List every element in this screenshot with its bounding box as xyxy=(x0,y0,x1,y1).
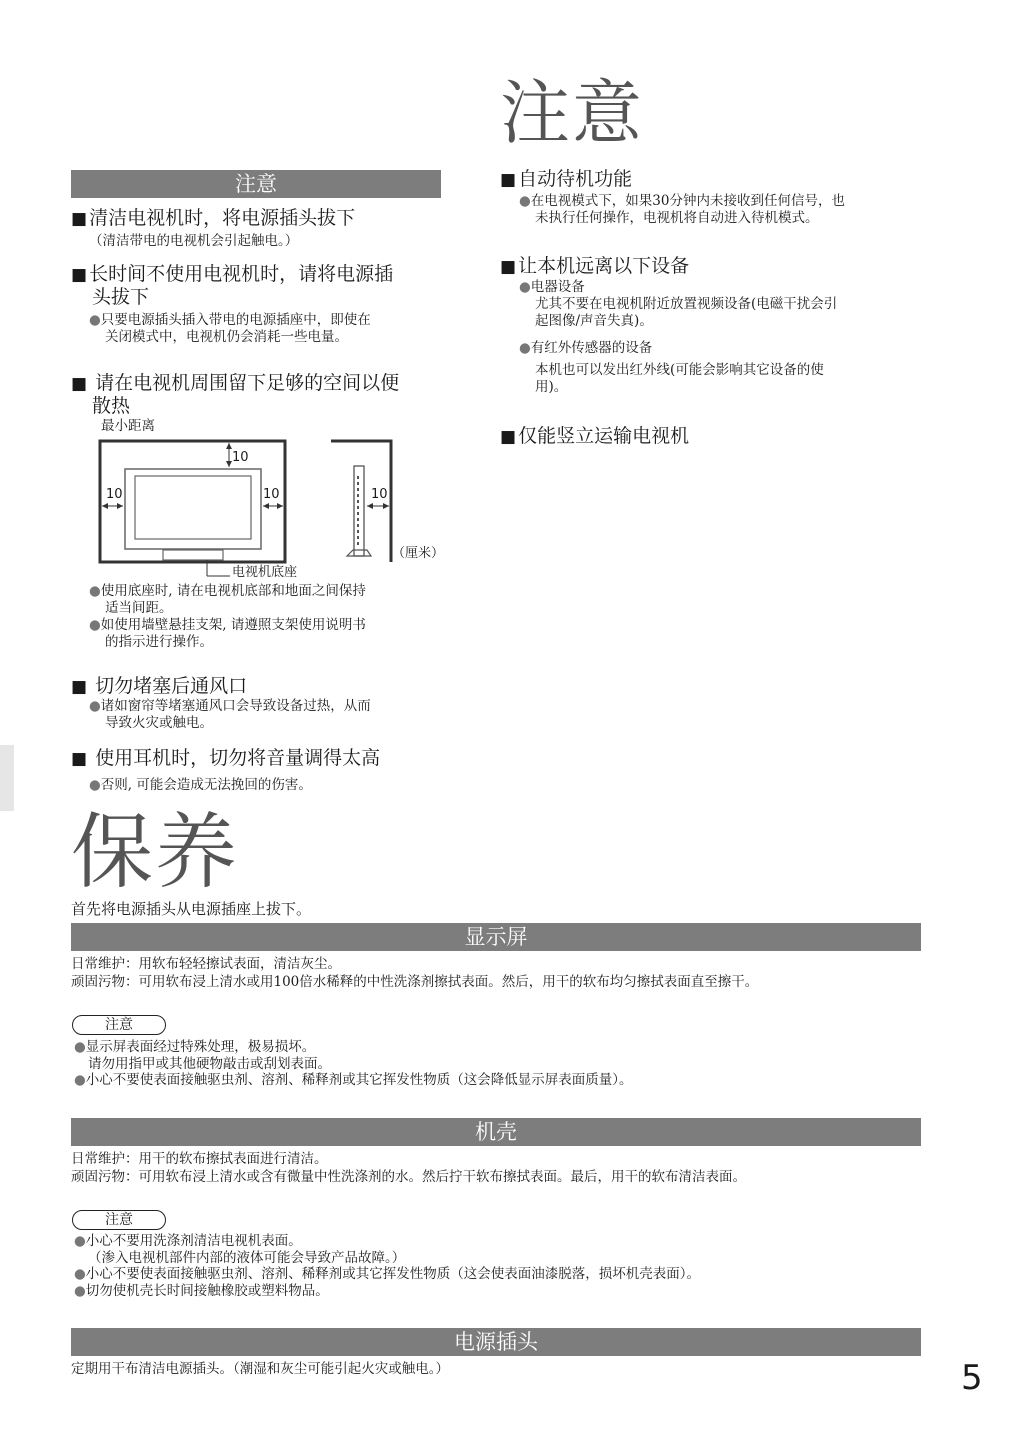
dim-side: 10 xyxy=(371,487,388,502)
dim-right: 10 xyxy=(263,487,280,502)
text-ir-devices: 本机也可以发出红外线(可能会影响其它设备的使 用)。 xyxy=(535,362,824,395)
plug-care: 定期用干布清洁电源插头。（潮湿和灰尘可能引起火灾或触电。） xyxy=(71,1361,449,1377)
tv-stand xyxy=(163,550,223,560)
bullet-stand-spacing: ●使用底座时, 请在电视机底部和地面之间保持 适当间距。 xyxy=(89,583,366,616)
heading-long-unused: ■ 长时间不使用电视机时，请将电源插 xyxy=(71,263,394,285)
heading-clean-unplug: ■ 清洁电视机时，将电源插头拔下 xyxy=(71,207,356,229)
cabinet-caution-2: ●小心不要使表面接触驱虫剂、溶剂、稀释剂或其它挥发性物质（这会使表面油漆脱落，损坏机壳表面）。 xyxy=(74,1266,701,1282)
display-caution-label: 注意 xyxy=(72,1015,166,1035)
heading-upright-transport: ■ 仅能竖立运输电视机 xyxy=(500,425,690,447)
cabinet-caution-label: 注意 xyxy=(72,1210,166,1230)
label-min-distance: 最小距离 xyxy=(101,418,155,434)
bullet-standby-power: ●只要电源插头插入带电的电源插座中，即使在 关闭模式中，电视机仍会消耗一些电量。 xyxy=(89,312,371,345)
front-wall-frame xyxy=(100,441,285,562)
cabinet-caution-1: ●小心不要用洗涤剂清洁电视机表面。 （渗入电视机部件内部的液体可能会导致产品故障。） xyxy=(74,1233,406,1266)
dim-left: 10 xyxy=(106,487,123,502)
bullet-headphone: ●否则, 可能会造成无法挽回的伤害。 xyxy=(89,777,312,793)
cabinet-daily-care: 日常维护：用干的软布擦拭表面进行清洁。 xyxy=(71,1151,328,1167)
label-unit-cm: （厘米） xyxy=(392,546,445,561)
label-tv-stand: 电视机底座 xyxy=(232,565,298,580)
side-tab-marker xyxy=(0,745,14,811)
bullet-electrical-devices: ●电器设备 尤其不要在电视机附近放置视频设备(电磁干扰会引 起图像/声音失真)。 xyxy=(519,279,838,329)
bullet-wall-bracket: ●如使用墙壁悬挂支架, 请遵照支架使用说明书 的指示进行操作。 xyxy=(89,617,366,650)
note-clean-unplug: （清洁带电的电视机会引起触电。） xyxy=(89,233,299,249)
display-daily-care: 日常维护：用软布轻轻擦试表面，清洁灰尘。 xyxy=(71,956,341,972)
dim-top: 10 xyxy=(232,450,249,465)
display-stubborn-dirt: 顽固污物：可用软布浸上清水或用100倍水稀释的中性洗涤剂擦拭表面。然后，用干的软布均匀擦拭表面直至擦干。 xyxy=(71,974,759,990)
tv-side-stand xyxy=(347,550,371,556)
heading-vent-block: ■ 切勿堵塞后通风口 xyxy=(71,675,248,697)
care-intro: 首先将电源插头从电源插座上拔下。 xyxy=(71,900,312,918)
clearance-diagram-front xyxy=(95,436,298,581)
page-title-caution: 注意 xyxy=(500,72,644,154)
clearance-diagram-side xyxy=(325,436,400,566)
cabinet-stubborn-dirt: 顽固污物：可用软布浸上清水或含有微量中性洗涤剂的水。然后拧干软布擦拭表面。最后，用干的软布清洁表面。 xyxy=(71,1169,746,1185)
plug-section-bar: 电源插头 xyxy=(71,1328,921,1356)
page-number: 5 xyxy=(961,1358,983,1398)
heading-ventilation-space: ■ 请在电视机周围留下足够的空间以便 xyxy=(71,372,400,394)
heading-headphone-volume: ■ 使用耳机时，切勿将音量调得太高 xyxy=(71,747,381,769)
heading-keep-away: ■ 让本机远离以下设备 xyxy=(500,255,690,277)
display-caution-1: ●显示屏表面经过特殊处理，极易损坏。 请勿用指甲或其他硬物敲击或刮划表面。 xyxy=(74,1039,331,1072)
caution-section-bar: 注意 xyxy=(71,170,441,198)
bullet-vent-block: ●诸如窗帘等堵塞通风口会导致设备过热，从而 导致火灾或触电。 xyxy=(89,698,371,731)
bullet-ir-devices: ●有红外传感器的设备 xyxy=(519,340,653,356)
heading-auto-standby: ■ 自动待机功能 xyxy=(500,168,633,190)
heading-long-unused-cont: 头拔下 xyxy=(92,286,150,308)
heading-ventilation-space-cont: 散热 xyxy=(92,395,131,417)
tv-frame xyxy=(125,469,261,549)
cabinet-caution-3: ●切勿使机壳长时间接触橡胶或塑料物品。 xyxy=(74,1283,329,1299)
display-caution-2: ●小心不要使表面接触驱虫剂、溶剂、稀释剂或其它挥发性物质（这会降低显示屏表面质量）。 xyxy=(74,1072,633,1088)
display-section-bar: 显示屏 xyxy=(71,923,921,951)
bullet-auto-standby: ●在电视模式下，如果30分钟内未接收到任何信号，也 未执行任何操作，电视机将自动进入待机模式。 xyxy=(519,193,845,226)
care-title: 保养 xyxy=(71,805,240,900)
cabinet-section-bar: 机壳 xyxy=(71,1118,921,1146)
tv-screen xyxy=(135,476,251,539)
